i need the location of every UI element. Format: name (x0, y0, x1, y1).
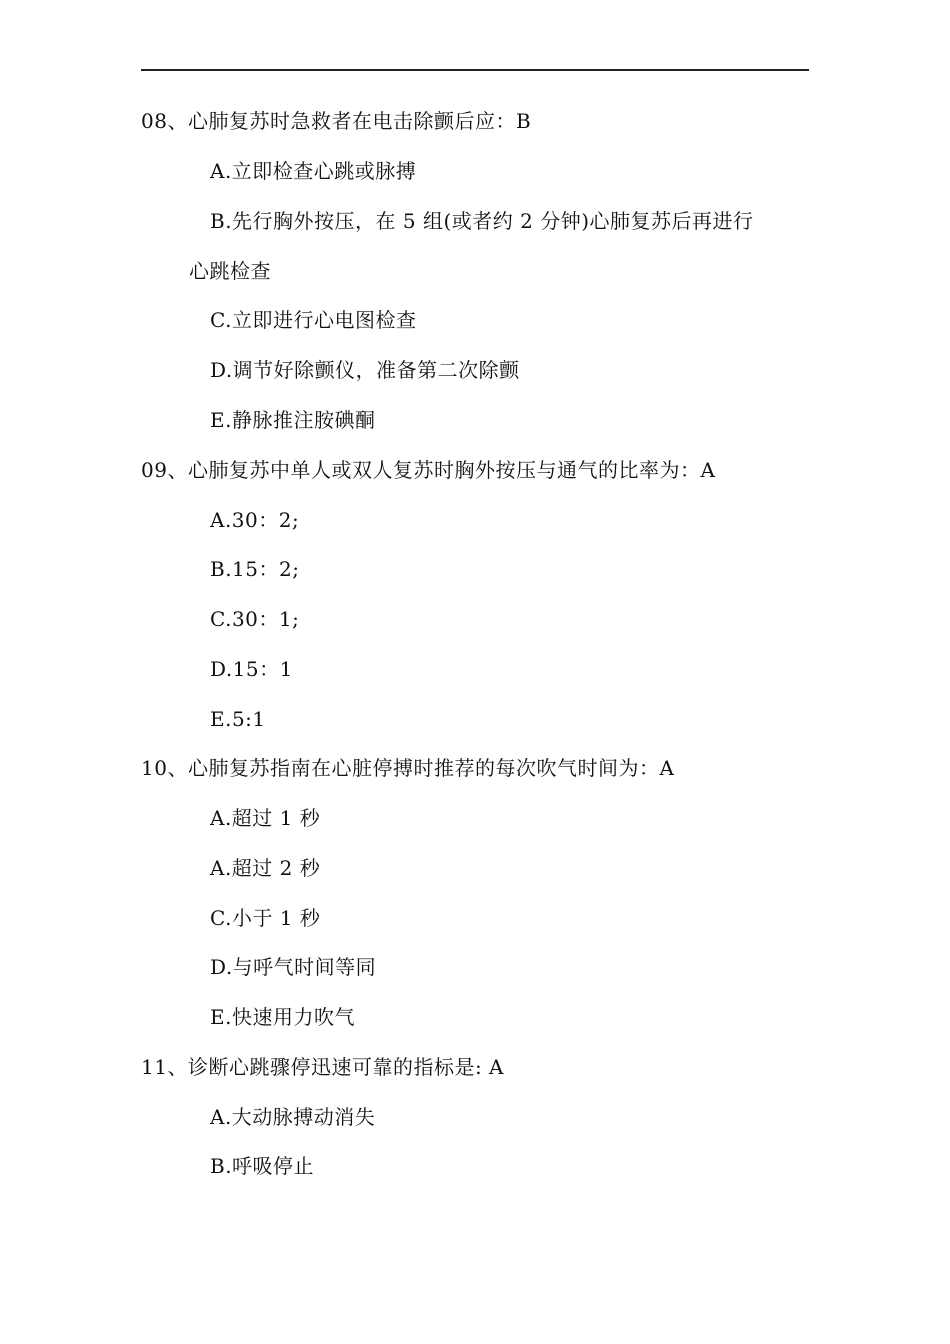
question-09-option-c: C.30：1; (210, 607, 300, 631)
question-08-option-a: A.立即检查心跳或脉搏 (210, 159, 417, 183)
question-08-option-b: B.先行胸外按压，在 5 组(或者约 2 分钟)心肺复苏后再进行 (210, 209, 754, 233)
question-10-option-d: D.与呼气时间等同 (210, 955, 377, 979)
header-rule (141, 69, 809, 71)
question-08-option-e: E.静脉推注胺碘酮 (210, 408, 376, 432)
question-08-option-c: C.立即进行心电图检查 (210, 308, 417, 332)
question-10-option-c: C.小于 1 秒 (210, 906, 321, 930)
question-10-title: 10、心肺复苏指南在心脏停搏时推荐的每次吹气时间为：A (141, 756, 675, 780)
question-09-option-d: D.15：1 (210, 657, 293, 681)
question-08-option-b-continued: 心跳检查 (189, 259, 271, 283)
question-09-option-e: E.5:1 (210, 707, 266, 731)
question-10-option-e: E.快速用力吹气 (210, 1005, 355, 1029)
question-09-title: 09、心肺复苏中单人或双人复苏时胸外按压与通气的比率为：A (141, 458, 716, 482)
question-08-title: 08、心肺复苏时急救者在电击除颤后应：B (141, 109, 532, 133)
question-09-option-a: A.30：2; (210, 508, 300, 532)
question-10-option-a1: A.超过 1 秒 (210, 806, 321, 830)
question-11-option-a: A.大动脉搏动消失 (210, 1105, 376, 1129)
question-11-title: 11、诊断心跳骤停迅速可靠的指标是: A (141, 1055, 504, 1079)
question-11-option-b: B.呼吸停止 (210, 1154, 315, 1178)
question-08-option-d: D.调节好除颤仪，准备第二次除颤 (210, 358, 520, 382)
question-10-option-a2: A.超过 2 秒 (210, 856, 321, 880)
question-09-option-b: B.15：2; (210, 557, 300, 581)
